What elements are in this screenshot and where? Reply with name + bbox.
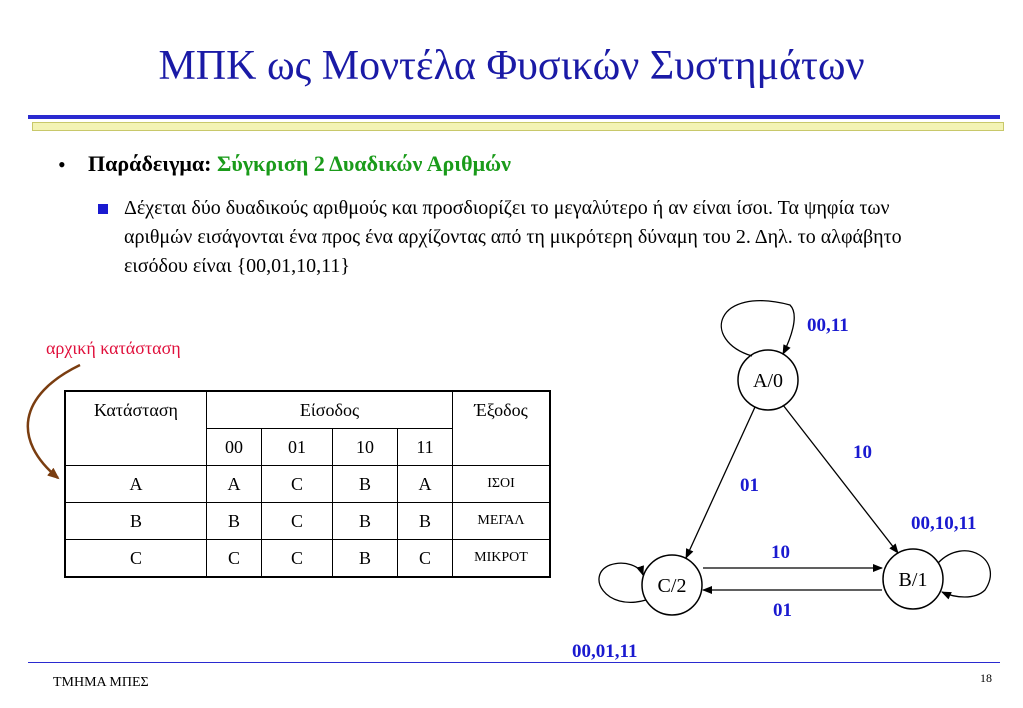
edge-label-a-to-b: 10 — [853, 442, 872, 463]
description-text: Δέχεται δύο δυαδικούς αριθμούς και προσδιορίζει το μεγαλύτερο ή αν είναι ίσοι. Τα ψηφία των αριθμών εισάγονται ένα προς ένα αρχίζοντας από τη μικρότερη δύναμη του 2. Δηλ. το αλφάβητο εισόδου είναι {00,01,10,11} — [124, 197, 902, 277]
next-state-cell: C — [262, 540, 333, 578]
next-state-cell: B — [333, 540, 398, 578]
page-number: 18 — [980, 671, 992, 685]
table-row — [65, 503, 550, 540]
input-col-10: 10 — [333, 429, 398, 466]
input-col-00: 00 — [207, 429, 262, 466]
table-row — [65, 540, 550, 578]
header-input: Είσοδος — [207, 391, 453, 429]
edge-c-self-loop — [599, 563, 646, 602]
example-topic: Σύγκριση 2 Δυαδικών Αριθμών — [216, 151, 511, 176]
edge-label-c-to-b: 10 — [771, 542, 790, 563]
edge-b-self-loop — [938, 551, 990, 597]
state-node-c-label: C/2 — [657, 575, 687, 597]
edge-label-b-self: 00,10,11 — [911, 513, 977, 534]
bullet-dot: • — [58, 152, 66, 177]
row-state: A — [65, 466, 207, 503]
next-state-cell: C — [398, 540, 453, 578]
header-output: Έξοδος — [453, 391, 551, 466]
next-state-cell: A — [207, 466, 262, 503]
row-state: B — [65, 503, 207, 540]
slide-title: ΜΠΚ ως Μοντέλα Φυσικών Συστημάτων — [158, 43, 865, 89]
next-state-cell: C — [262, 466, 333, 503]
header-state: Κατάσταση — [65, 391, 207, 466]
edge-label-a-self: 00,11 — [807, 315, 849, 336]
next-state-cell: B — [333, 503, 398, 540]
state-node-a-label: A/0 — [753, 370, 783, 392]
next-state-cell: B — [207, 503, 262, 540]
table-row — [65, 466, 550, 503]
input-col-01: 01 — [262, 429, 333, 466]
state-node-b-label: B/1 — [898, 569, 928, 591]
initial-state-label: αρχική κατάσταση — [46, 338, 181, 358]
state-node-a — [738, 350, 798, 410]
edge-label-c-self: 00,01,11 — [572, 641, 638, 662]
next-state-cell: C — [207, 540, 262, 578]
next-state-cell: C — [262, 503, 333, 540]
output-cell: ΜΙΚΡΟΤ — [453, 540, 551, 578]
next-state-cell: A — [398, 466, 453, 503]
edge-a-to-b — [783, 405, 898, 553]
footer-text: ΤΜΗΜΑ ΜΠΕΣ — [53, 675, 149, 690]
state-node-b — [883, 549, 943, 609]
edge-a-self-loop — [721, 301, 794, 356]
state-node-c — [642, 555, 702, 615]
output-cell: ΙΣΟΙ — [453, 466, 551, 503]
next-state-cell: B — [333, 466, 398, 503]
example-label: Παράδειγμα: — [88, 151, 212, 176]
output-cell: ΜΕΓΑΛ — [453, 503, 551, 540]
footer-divider — [28, 662, 1000, 663]
next-state-cell: B — [398, 503, 453, 540]
edge-label-a-to-c: 01 — [740, 475, 759, 496]
state-transition-table — [64, 390, 551, 578]
input-col-11: 11 — [398, 429, 453, 466]
row-state: C — [65, 540, 207, 578]
edge-label-b-to-c: 01 — [773, 600, 792, 621]
